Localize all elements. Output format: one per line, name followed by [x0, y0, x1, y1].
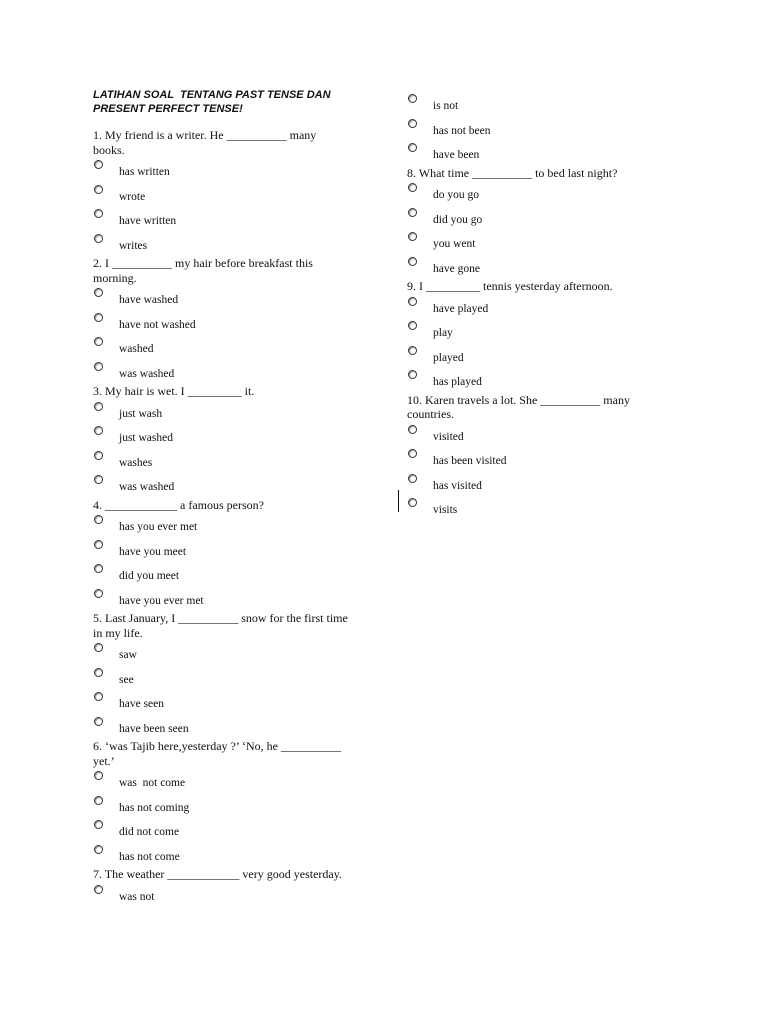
option-label: have played — [433, 302, 489, 315]
answer-option[interactable] — [407, 92, 662, 117]
option-label: was washed — [119, 481, 175, 493]
option-label: writes — [119, 239, 148, 252]
radio-button-icon[interactable] — [408, 257, 417, 266]
answer-option[interactable] — [93, 335, 348, 360]
option-label: saw — [119, 649, 137, 661]
answer-option[interactable] — [93, 690, 348, 715]
radio-button-icon[interactable] — [408, 449, 417, 458]
question-block — [407, 166, 662, 280]
text-cursor — [398, 490, 399, 512]
answer-option[interactable] — [407, 117, 662, 142]
option-label: have been — [433, 149, 480, 161]
option-label: has not been — [433, 124, 491, 137]
answer-option[interactable] — [93, 207, 348, 232]
radio-button-icon[interactable] — [408, 297, 417, 306]
radio-button-icon[interactable] — [408, 208, 417, 217]
answer-option[interactable] — [93, 286, 348, 311]
option-label: has not coming — [119, 801, 190, 814]
radio-button-icon[interactable] — [94, 209, 103, 218]
option-label: have seen — [119, 698, 165, 710]
radio-button-icon[interactable] — [94, 185, 103, 194]
option-label: wrote — [119, 190, 146, 203]
question-text: 8. What time __________ to bed last night? — [407, 165, 618, 180]
radio-button-icon[interactable] — [94, 288, 103, 297]
answer-option[interactable] — [93, 562, 348, 587]
radio-button-icon[interactable] — [94, 589, 103, 598]
option-label: have you ever met — [119, 594, 204, 607]
question-block — [93, 611, 348, 739]
question-text: 6. ‘was Tajib here,yesterday ?’ ‘No, he __________ yet.’ — [93, 739, 341, 768]
radio-button-icon[interactable] — [408, 119, 417, 128]
question-text: 1. My friend is a writer. He __________ many books. — [93, 128, 317, 157]
answer-option[interactable] — [407, 344, 662, 369]
option-label: have written — [119, 215, 177, 227]
answer-option[interactable] — [93, 715, 348, 740]
answer-option[interactable] — [93, 818, 348, 843]
question-block — [93, 739, 348, 867]
radio-button-icon[interactable] — [408, 370, 417, 379]
answer-option[interactable] — [93, 424, 348, 449]
right-column — [407, 92, 662, 521]
option-label: was not come — [119, 777, 186, 789]
question-block — [407, 92, 662, 166]
answer-option[interactable] — [407, 141, 662, 166]
answer-option[interactable] — [407, 206, 662, 231]
radio-button-icon[interactable] — [408, 143, 417, 152]
option-label: did you meet — [119, 570, 180, 582]
option-label: just washed — [119, 432, 173, 444]
answer-option[interactable] — [93, 513, 348, 538]
question-text: 4. ____________ a famous person? — [93, 497, 264, 512]
worksheet-title: LATIHAN SOAL TENTANG PAST TENSE DAN PRESENT PERFECT TENSE! — [93, 89, 334, 115]
radio-button-icon[interactable] — [94, 451, 103, 460]
option-label: just wash — [119, 407, 163, 420]
option-label: has been visited — [433, 455, 507, 467]
answer-option[interactable] — [407, 423, 662, 448]
answer-option[interactable] — [407, 496, 662, 521]
answer-option[interactable] — [93, 641, 348, 666]
option-label: is not — [433, 100, 459, 112]
answer-option[interactable] — [407, 472, 662, 497]
answer-option[interactable] — [93, 794, 348, 819]
answer-option[interactable] — [93, 538, 348, 563]
radio-button-icon[interactable] — [94, 402, 103, 411]
answer-option[interactable] — [407, 368, 662, 393]
answer-option[interactable] — [93, 449, 348, 474]
question-block — [93, 867, 348, 907]
option-label: have gone — [433, 262, 480, 275]
question-block — [93, 128, 348, 256]
radio-button-icon[interactable] — [408, 321, 417, 330]
answer-option[interactable] — [93, 360, 348, 385]
option-label: play — [433, 327, 453, 339]
radio-button-icon[interactable] — [408, 474, 417, 483]
answer-option[interactable] — [93, 587, 348, 612]
option-label: has played — [433, 376, 482, 388]
radio-button-icon[interactable] — [408, 498, 417, 507]
answer-option[interactable] — [93, 311, 348, 336]
answer-option[interactable] — [93, 769, 348, 794]
radio-button-icon[interactable] — [94, 643, 103, 652]
radio-button-icon[interactable] — [408, 232, 417, 241]
question-block — [93, 384, 348, 498]
option-label: washes — [119, 456, 153, 469]
left-column — [93, 128, 348, 907]
radio-button-icon[interactable] — [408, 425, 417, 434]
question-text: 2. I __________ my hair before breakfast this morning. — [93, 256, 313, 285]
question-text: 7. The weather ____________ very good yesterday. — [93, 867, 342, 881]
answer-option[interactable] — [407, 319, 662, 344]
answer-option[interactable] — [407, 447, 662, 472]
option-label: visits — [433, 504, 458, 516]
radio-button-icon[interactable] — [94, 796, 103, 805]
radio-button-icon[interactable] — [94, 820, 103, 829]
question-block — [93, 256, 348, 384]
answer-option[interactable] — [93, 883, 348, 908]
radio-button-icon[interactable] — [94, 313, 103, 322]
radio-button-icon[interactable] — [94, 885, 103, 894]
option-label: have washed — [119, 294, 179, 306]
radio-button-icon[interactable] — [94, 337, 103, 346]
radio-button-icon[interactable] — [94, 475, 103, 484]
question-text: 3. My hair is wet. I _________ it. — [93, 384, 255, 398]
question-block — [407, 279, 662, 393]
option-label: was washed — [119, 367, 175, 380]
option-label: you went — [433, 238, 476, 250]
answer-option[interactable] — [407, 295, 662, 320]
radio-button-icon[interactable] — [94, 515, 103, 524]
answer-option[interactable] — [93, 232, 348, 257]
option-label: has visited — [433, 479, 482, 492]
answer-option[interactable] — [407, 181, 662, 206]
option-label: has you ever met — [119, 521, 198, 533]
option-label: have been seen — [119, 722, 189, 735]
option-label: has not come — [119, 850, 180, 863]
question-text: 10. Karen travels a lot. She __________ many countries. — [407, 392, 630, 421]
radio-button-icon[interactable] — [94, 362, 103, 371]
radio-button-icon[interactable] — [94, 692, 103, 701]
answer-option[interactable] — [93, 473, 348, 498]
radio-button-icon[interactable] — [94, 668, 103, 677]
radio-button-icon[interactable] — [94, 234, 103, 243]
answer-option[interactable] — [93, 183, 348, 208]
option-label: visited — [433, 430, 464, 443]
option-label: washed — [119, 343, 154, 355]
radio-button-icon[interactable] — [94, 160, 103, 169]
radio-button-icon[interactable] — [408, 183, 417, 192]
option-label: see — [119, 673, 134, 686]
option-label: have not washed — [119, 318, 196, 331]
question-block — [407, 393, 662, 521]
option-label: do you go — [433, 189, 479, 201]
answer-option[interactable] — [407, 230, 662, 255]
option-label: have you meet — [119, 545, 187, 558]
radio-button-icon[interactable] — [94, 540, 103, 549]
question-block — [93, 498, 348, 612]
answer-option[interactable] — [93, 158, 348, 183]
radio-button-icon[interactable] — [94, 845, 103, 854]
radio-button-icon[interactable] — [408, 346, 417, 355]
option-label: was not — [119, 890, 155, 903]
option-label: played — [433, 351, 464, 364]
question-text: 5. Last January, I __________ snow for the first time in my life. — [93, 611, 348, 640]
radio-button-icon[interactable] — [408, 94, 417, 103]
radio-button-icon[interactable] — [94, 426, 103, 435]
answer-option[interactable] — [407, 255, 662, 280]
radio-button-icon[interactable] — [94, 771, 103, 780]
option-label: did not come — [119, 826, 180, 838]
radio-button-icon[interactable] — [94, 717, 103, 726]
answer-option[interactable] — [93, 400, 348, 425]
radio-button-icon[interactable] — [94, 564, 103, 573]
answer-option[interactable] — [93, 666, 348, 691]
question-text: 9. I _________ tennis yesterday afternoon. — [407, 279, 613, 293]
answer-option[interactable] — [93, 843, 348, 868]
option-label: has written — [119, 166, 170, 178]
option-label: did you go — [433, 213, 483, 226]
